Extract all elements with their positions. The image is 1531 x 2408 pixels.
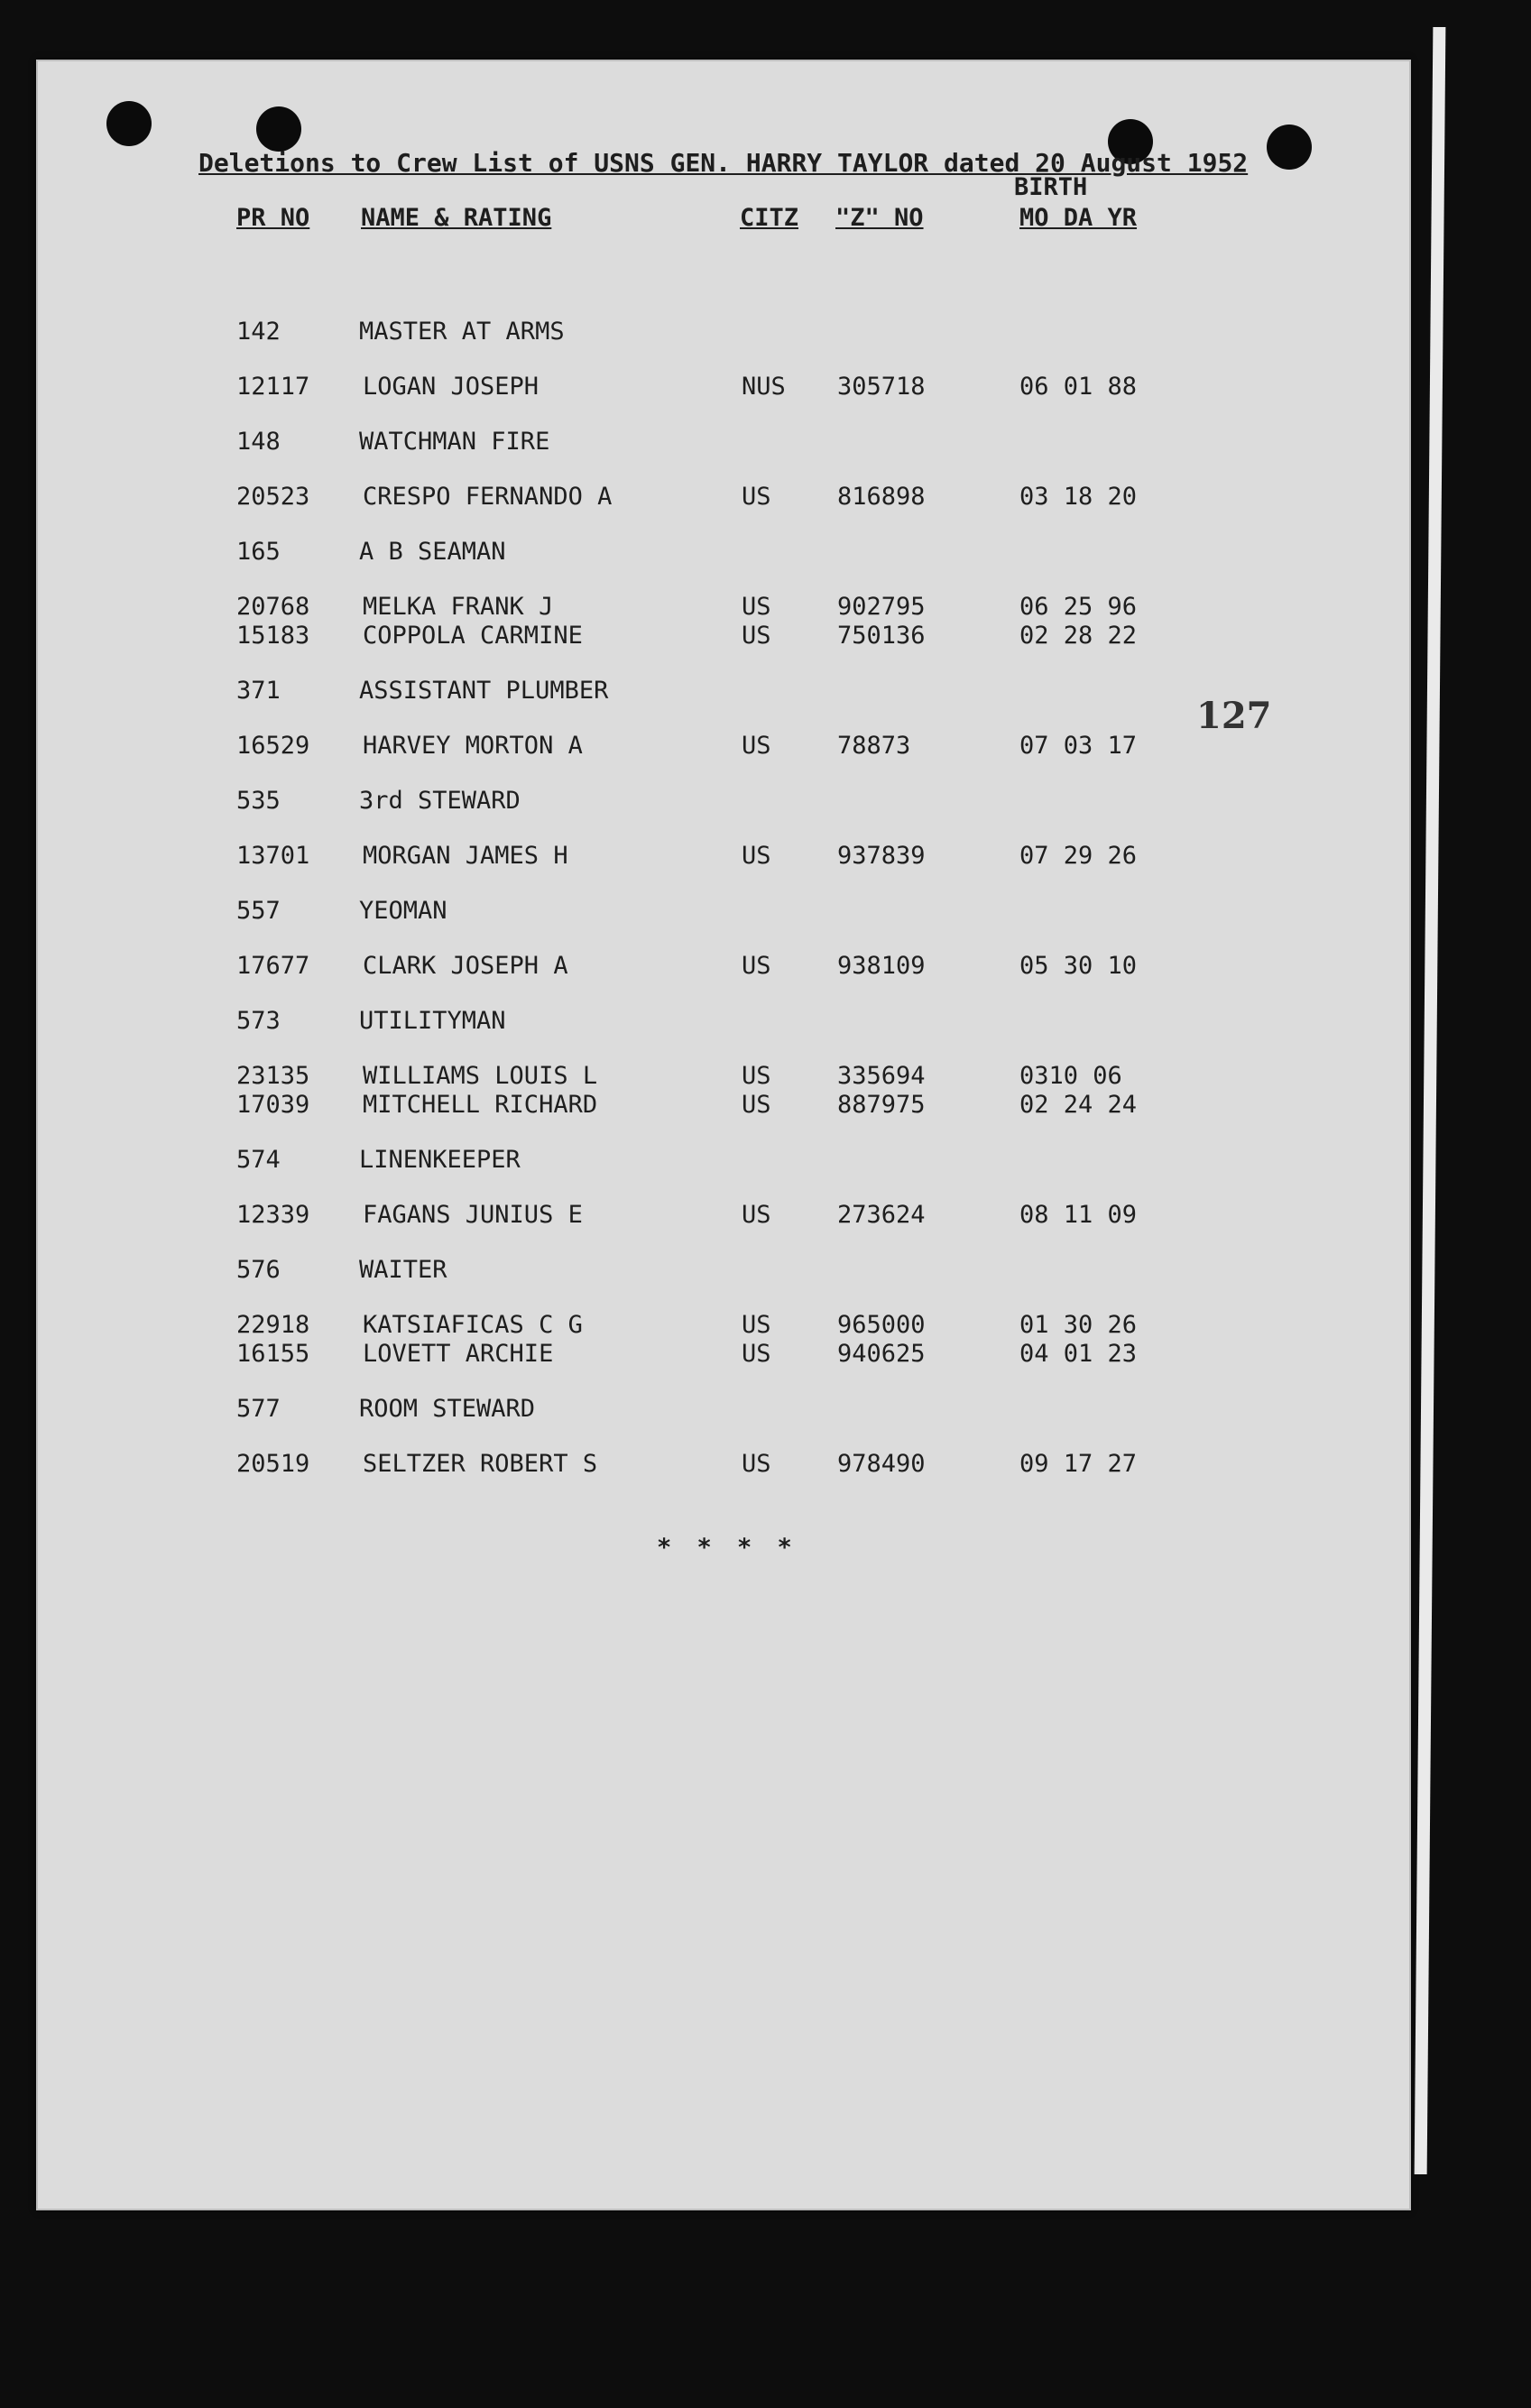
crew-z-number: 937839 (837, 842, 926, 870)
crew-z-number: 940625 (837, 1340, 926, 1368)
crew-citizenship: US (742, 952, 771, 980)
end-stars: * * * * (657, 1534, 798, 1562)
crew-z-number: 978490 (837, 1450, 926, 1478)
section-code: 557 (236, 897, 281, 925)
crew-birth-date: 09 17 27 (1019, 1450, 1138, 1478)
section-rating-title: LINENKEEPER (359, 1146, 521, 1174)
section-rating-title: 3rd STEWARD (359, 787, 521, 815)
punch-hole (106, 101, 152, 146)
crew-birth-date: 06 01 88 (1019, 373, 1138, 401)
crew-pr-number: 13701 (236, 842, 310, 870)
section-code: 576 (236, 1256, 281, 1284)
crew-citizenship: US (742, 483, 771, 511)
document-title: Deletions to Crew List of USNS GEN. HARRY TAYLOR dated 20 August 1952 (198, 148, 1249, 178)
crew-citizenship: US (742, 842, 771, 870)
section-code: 577 (236, 1395, 281, 1423)
crew-z-number: 902795 (837, 593, 926, 621)
crew-name: CRESPO FERNANDO A (363, 483, 613, 511)
crew-name: COPPOLA CARMINE (363, 622, 583, 650)
section-code: 148 (236, 428, 281, 456)
header-z-no: "Z" NO (835, 204, 924, 232)
crew-name: MITCHELL RICHARD (363, 1091, 598, 1119)
crew-birth-date: 03 18 20 (1019, 483, 1138, 511)
punch-hole (256, 106, 301, 152)
section-rating-title: ROOM STEWARD (359, 1395, 536, 1423)
crew-citizenship: NUS (742, 373, 786, 401)
crew-name: SELTZER ROBERT S (363, 1450, 598, 1478)
section-code: 142 (236, 318, 281, 346)
section-rating-title: WATCHMAN FIRE (359, 428, 550, 456)
header-citz: CITZ (740, 204, 799, 232)
crew-name: FAGANS JUNIUS E (363, 1201, 583, 1229)
crew-birth-date: 0310 06 (1019, 1062, 1122, 1090)
crew-citizenship: US (742, 1450, 771, 1478)
crew-z-number: 965000 (837, 1311, 926, 1339)
adjacent-page-edge (1415, 27, 1446, 2174)
header-birth: MO DA YR (1019, 204, 1138, 232)
crew-pr-number: 20519 (236, 1450, 310, 1478)
crew-citizenship: US (742, 1340, 771, 1368)
crew-pr-number: 23135 (236, 1062, 310, 1090)
crew-name: KATSIAFICAS C G (363, 1311, 583, 1339)
crew-pr-number: 16155 (236, 1340, 310, 1368)
crew-citizenship: US (742, 1091, 771, 1119)
crew-name: MELKA FRANK J (363, 593, 554, 621)
crew-citizenship: US (742, 732, 771, 760)
crew-birth-date: 02 24 24 (1019, 1091, 1138, 1119)
crew-pr-number: 20523 (236, 483, 310, 511)
crew-pr-number: 17677 (236, 952, 310, 980)
page-number: 127 (1196, 695, 1272, 737)
crew-z-number: 305718 (837, 373, 926, 401)
crew-z-number: 887975 (837, 1091, 926, 1119)
crew-name: MORGAN JAMES H (363, 842, 568, 870)
crew-z-number: 750136 (837, 622, 926, 650)
section-code: 371 (236, 677, 281, 705)
header-name-rating: NAME & RATING (361, 204, 552, 232)
crew-birth-date: 06 25 96 (1019, 593, 1138, 621)
crew-z-number: 816898 (837, 483, 926, 511)
crew-pr-number: 12339 (236, 1201, 310, 1229)
crew-pr-number: 20768 (236, 593, 310, 621)
crew-pr-number: 17039 (236, 1091, 310, 1119)
crew-name: LOGAN JOSEPH (363, 373, 540, 401)
section-rating-title: MASTER AT ARMS (359, 318, 565, 346)
crew-pr-number: 15183 (236, 622, 310, 650)
crew-citizenship: US (742, 622, 771, 650)
crew-birth-date: 01 30 26 (1019, 1311, 1138, 1339)
crew-z-number: 335694 (837, 1062, 926, 1090)
section-code: 535 (236, 787, 281, 815)
section-rating-title: UTILITYMAN (359, 1007, 506, 1035)
crew-birth-date: 07 29 26 (1019, 842, 1138, 870)
crew-birth-date: 04 01 23 (1019, 1340, 1138, 1368)
section-code: 573 (236, 1007, 281, 1035)
crew-name: LOVETT ARCHIE (363, 1340, 554, 1368)
header-birth-top: BIRTH (1014, 173, 1088, 201)
crew-citizenship: US (742, 1311, 771, 1339)
crew-name: HARVEY MORTON A (363, 732, 583, 760)
section-rating-title: A B SEAMAN (359, 538, 506, 566)
section-rating-title: WAITER (359, 1256, 447, 1284)
section-rating-title: ASSISTANT PLUMBER (359, 677, 609, 705)
crew-z-number: 78873 (837, 732, 911, 760)
punch-hole (1267, 125, 1312, 170)
section-rating-title: YEOMAN (359, 897, 447, 925)
crew-pr-number: 16529 (236, 732, 310, 760)
crew-birth-date: 08 11 09 (1019, 1201, 1138, 1229)
crew-birth-date: 02 28 22 (1019, 622, 1138, 650)
crew-z-number: 273624 (837, 1201, 926, 1229)
section-code: 165 (236, 538, 281, 566)
crew-citizenship: US (742, 1062, 771, 1090)
crew-birth-date: 05 30 10 (1019, 952, 1138, 980)
section-code: 574 (236, 1146, 281, 1174)
crew-pr-number: 22918 (236, 1311, 310, 1339)
crew-name: CLARK JOSEPH A (363, 952, 568, 980)
crew-birth-date: 07 03 17 (1019, 732, 1138, 760)
crew-pr-number: 12117 (236, 373, 310, 401)
crew-name: WILLIAMS LOUIS L (363, 1062, 598, 1090)
crew-citizenship: US (742, 593, 771, 621)
crew-z-number: 938109 (837, 952, 926, 980)
crew-citizenship: US (742, 1201, 771, 1229)
header-pr-no: PR NO (236, 204, 310, 232)
